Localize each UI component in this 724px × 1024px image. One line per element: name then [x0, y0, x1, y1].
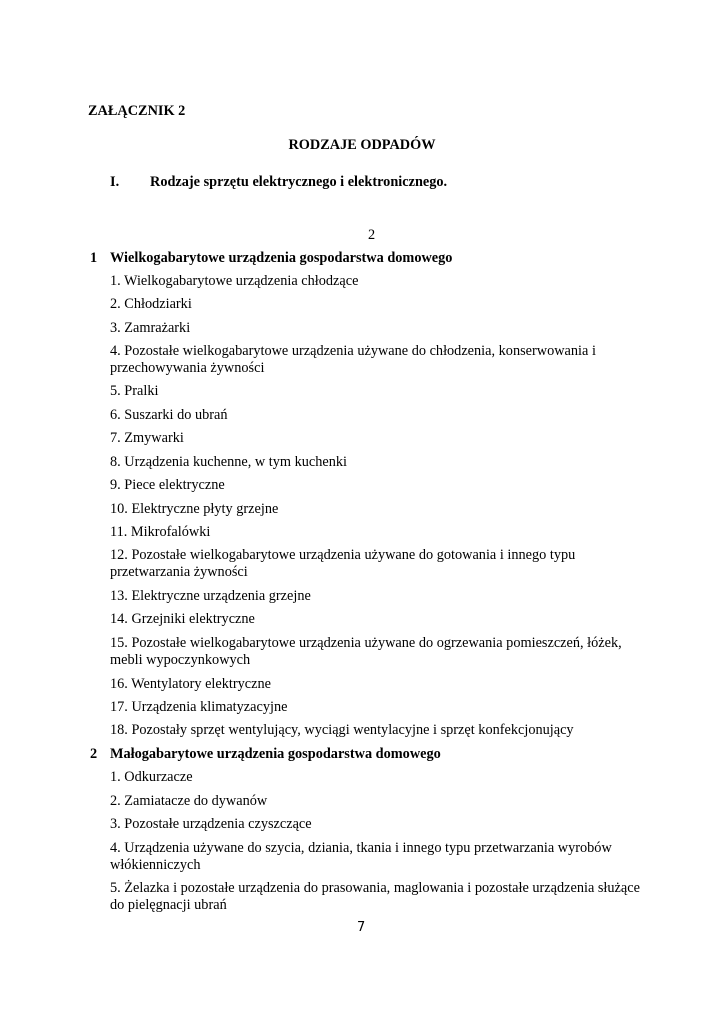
list-item: 2. Zamiatacze do dywanów	[110, 793, 268, 809]
section-number: I.	[110, 174, 120, 190]
list-item: 16. Wentylatory elektryczne	[110, 676, 271, 692]
list-item: 3. Zamrażarki	[110, 320, 191, 336]
list-item: 10. Elektryczne płyty grzejne	[110, 501, 279, 517]
list-item: 14. Grzejniki elektryczne	[110, 611, 255, 627]
list-item: 2. Chłodziarki	[110, 296, 192, 312]
category-title: Wielkogabarytowe urządzenia gospodarstwa domowego	[110, 250, 453, 266]
list-item: 18. Pozostały sprzęt wentylujący, wyciągi wentylacyjne i sprzęt konfekcjonujący	[110, 722, 574, 738]
list-item: 1. Wielkogabarytowe urządzenia chłodzące	[110, 273, 359, 289]
list-item: 5. Pralki	[110, 383, 159, 399]
list-item: 5. Żelazka i pozostałe urządzenia do prasowania, maglowania i pozostałe urządzenia służące do pielęgnacji ubrań	[110, 880, 640, 913]
category-number: 1	[90, 250, 98, 266]
category-heading	[90, 250, 452, 267]
category-heading	[90, 746, 441, 763]
list-item: 8. Urządzenia kuchenne, w tym kuchenki	[110, 454, 348, 470]
category-number: 2	[90, 746, 98, 762]
document-title	[0, 137, 724, 154]
list-item: 3. Pozostałe urządzenia czyszczące	[110, 816, 312, 832]
document-title-text: RODZAJE ODPADÓW	[288, 137, 436, 153]
list-item: 12. Pozostałe wielkogabarytowe urządzenia używane do gotowania i innego typu przetwarzania żywności	[110, 547, 576, 580]
category-title: Małogabarytowe urządzenia gospodarstwa domowego	[110, 746, 441, 762]
list-item: 9. Piece elektryczne	[110, 477, 225, 493]
page-number: 7	[357, 920, 366, 935]
annex-label: ZAŁĄCZNIK 2	[88, 103, 186, 119]
list-item: 4. Pozostałe wielkogabarytowe urządzenia używane do chłodzenia, konserwowania i przechowywania żywności	[110, 343, 596, 376]
list-item: 1. Odkurzacze	[110, 769, 193, 785]
center-number: 2	[368, 227, 376, 243]
list-item: 15. Pozostałe wielkogabarytowe urządzenia używane do ogrzewania pomieszczeń, łóżek, mebli wypoczynkowych	[110, 635, 622, 668]
list-item: 6. Suszarki do ubrań	[110, 407, 228, 423]
section-title: Rodzaje sprzętu elektrycznego i elektronicznego.	[150, 174, 448, 190]
list-item: 11. Mikrofalówki	[110, 524, 211, 540]
list-item: 7. Zmywarki	[110, 430, 184, 446]
list-item: 17. Urządzenia klimatyzacyjne	[110, 699, 288, 715]
list-item: 4. Urządzenia używane do szycia, dziania, tkania i innego typu przetwarzania wyrobów włókienniczych	[110, 840, 612, 873]
list-item: 13. Elektryczne urządzenia grzejne	[110, 588, 311, 604]
